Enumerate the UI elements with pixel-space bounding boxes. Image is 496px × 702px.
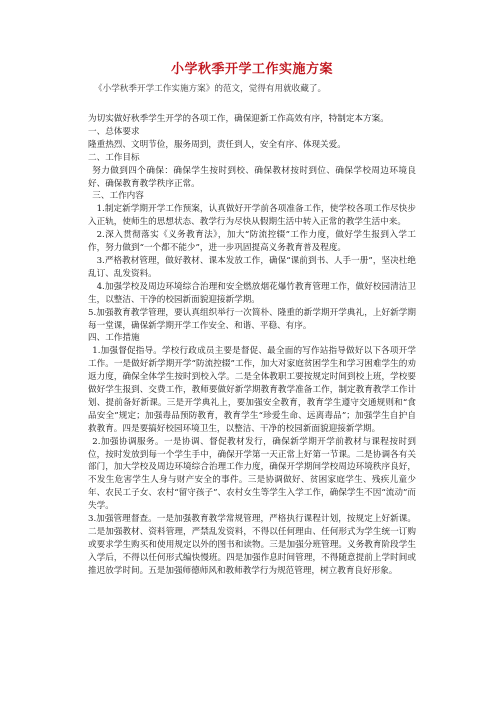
heading-work-content: 三、工作内容 [92,191,144,202]
paragraph-work-goals: 努力做到四个确保：确保学生按时到校、确保教材按时到位、确保学校周边环境良好、确保教育教学秩序正常。 [88,165,416,189]
paragraph-measure-3: 3.加强管理督查。一是加强教育教学常规管理，严格执行课程计划，按规定上好新课。二是加强教材、资料管理，严禁乱发资料，不得以任何理由、任何形式为学生统一订购或要求学生购买和使用规定以外的图书和读物。三是加强分班管理。义务教育阶段学生入学后，不得以任何形式编快慢班。四是加强作息时间管理，不得随意提前上学时间或推迟放学时间。五是加强师德师风和教师教学行为规范管理，树立教育良好形象。 [88,514,416,576]
document-intro: 《小学秋季开学工作实施方案》的范文，觉得有用就收藏了。 [94,84,327,94]
paragraph-content-2: 2.深入贯彻落实《义务教育法》，加大“防流控辍”工作力度，做好学生报到入学工作，努力做到“一个都不能少”，进一步巩固提高义务教育普及程度。 [88,230,416,254]
paragraph-content-3: 3.严格教材管理，做好教材、课本发放工作，确保“课前到书、人手一册”，坚决杜绝乱订、乱发资料。 [88,255,416,279]
paragraph-content-5: 5.加强教育教学管理，要认真组织举行一次简朴、隆重的新学期开学典礼，上好新学期每一堂课，确保新学期开学工作安全、和谐、平稳、有序。 [88,307,416,331]
paragraph-measure-1: 1.加强督促指导。学校行政成员主要是督促、最全面的写作站指导做好以下各项开学工作。一是做好新学期开学“防流控辍”工作，加大对家庭贫困学生和学习困难学生的劝返力度，确保全体学生按时到校入学。二是全体教职工要按规定时间到校上班，学校要做好学生报到、交费工作，教师要做好新学期教育教学准备工作，制定教育教学工作计划、提前备好新课。三是开学典礼上，要加强安全教育，教育学生遵守交通规则和“食品安全”规定；加强毒品预防教育，教育学生“珍爱生命、远离毒品”；加强学生自护自救教育。四是要搞好校园环境卫生，以整洁、干净的校园新面貌迎接新学期。 [88,346,416,434]
paragraph-content-1: 1.制定新学期开学工作预案，认真做好开学前各项准备工作，使学校各项工作尽快步入正轨，使师生的思想状态、教学行为尽快从假期生活中转入正常的教学生活中来。 [88,204,416,228]
heading-work-measures: 四、工作措施 [88,333,140,344]
document-body [88,113,416,578]
paragraph-opening: 为切实做好秋季学生开学的各项工作，确保迎新工作高效有序，特制定本方案。 [88,114,389,124]
heading-general-requirements: 一、总体要求 [88,126,140,137]
heading-work-goals: 二、工作目标 [88,152,140,163]
document-title: 小学秋季开学工作实施方案 [170,62,333,77]
paragraph-content-4: 4.加强学校及周边环境综合治理和安全燃放烟花爆竹教育管理工作，做好校园清洁卫生，以整洁、干净的校园新面貌迎接新学期。 [88,281,416,305]
paragraph-measure-2: 2.加强协调服务。一是协调、督促教材发行，确保新学期开学前教材与课程按时到位，按时发放到每一个学生手中，确保开学第一天正常上好第一节课。二是协调各有关部门，加大学校及周边环境综合治理工作力度，确保开学期间学校周边环境秩序良好，不发生危害学生人身与财产安全的事件。三是协调做好、贫困家庭学生、残疾儿童少年、农民工子女、农村“留守孩子”、农村女生等学生入学工作，确保学生不因“流动”而失学。 [88,436,416,512]
paragraph-general-requirements: 隆重热烈、文明节俭，服务周到，责任到人，安全有序、体现关爱。 [88,139,346,150]
